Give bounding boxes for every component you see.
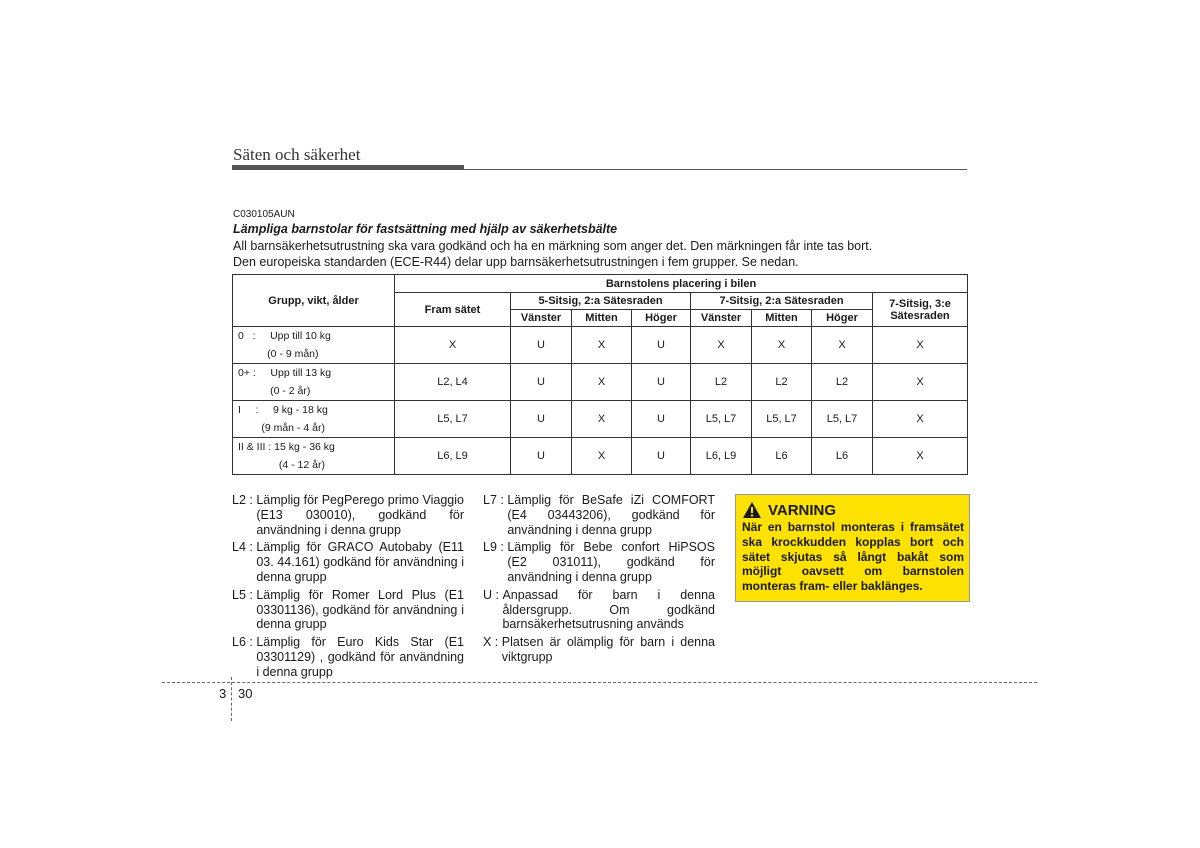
notes-left [232,493,464,683]
note-text: Lämplig för BeSafe iZi COMFORT (E4 03443206), godkänd för användning i denna grupp [507,493,715,537]
table-cell: X [395,327,511,364]
five-seat-header: 5-Sitsig, 2:a Sätesraden [511,293,691,310]
table-cell: X [873,401,968,438]
intro-line-1: All barnsäkerhetsutrustning ska vara godkänd och ha en märkning som anger det. Den märkningen får inte tas bort. [233,239,873,253]
note-key: L2 : [232,493,257,507]
table-cell: X [572,401,632,438]
group-line: I : 9 kg - 18 kg [238,404,328,416]
col-left: Vänster [511,310,572,327]
intro [233,238,973,270]
note-text: Lämplig för Romer Lord Plus (E1 03301136), godkänd för användning i denna grupp [256,587,464,632]
group-cell [233,401,395,438]
group-age: (9 mån - 4 år) [238,422,325,434]
chapter-number: 3 [219,686,227,701]
table-cell: X [572,438,632,475]
group-age: (0 - 9 mån) [238,348,319,360]
group-age: (0 - 2 år) [238,385,311,397]
group-cell [233,438,395,475]
table-cell: L6 [812,438,873,475]
seven-third-row-header: 7-Sitsig, 3:e Sätesraden [873,293,968,327]
note-item [232,588,464,632]
front-seat-header: Fram sätet [395,293,511,327]
note-key: L9 : [483,540,508,555]
table-cell: L2 [812,364,873,401]
note-item [483,540,715,584]
table-cell: X [873,364,968,401]
col-right: Höger [632,310,691,327]
placement-header: Barnstolens placering i bilen [395,275,968,293]
warning-box [735,494,970,602]
note-key: L6 : [232,635,257,650]
group-header: Grupp, vikt, ålder [233,275,395,327]
table-cell: U [511,438,572,475]
col-middle: Mitten [572,310,632,327]
note-text: Lämplig för Bebe confort HiPSOS (E2 031011), godkänd för användning i denna grupp [507,540,715,584]
table-row [233,438,968,475]
col-right: Höger [812,310,873,327]
table-row [233,327,968,364]
header-rule-thin [464,169,967,170]
doc-code: C030105AUN [233,209,295,220]
table-cell: L5, L7 [691,401,752,438]
note-key: U : [483,587,503,602]
table-cell: X [812,327,873,364]
page-number: 30 [238,686,253,701]
note-item [483,493,715,537]
header-rule-thick [232,165,464,170]
note-text: Lämplig för PegPerego primo Viaggio (E13 030010), godkänd för användning i denna grupp [256,493,464,537]
table-cell: U [511,401,572,438]
group-cell [233,327,395,364]
note-key: L5 : [232,587,257,602]
note-key: L4 : [232,540,257,555]
table-cell: L2, L4 [395,364,511,401]
table-cell: L2 [752,364,812,401]
group-line: 0+ : Upp till 13 kg [238,367,332,379]
seven-seat-header: 7-Sitsig, 2:a Sätesraden [691,293,873,310]
table-cell: U [511,327,572,364]
note-text: Platsen är olämplig för barn i denna viktgrupp [501,635,715,664]
table-cell: U [632,401,691,438]
note-item [232,493,464,537]
table-cell: X [691,327,752,364]
note-item [483,588,715,632]
table-cell: L6, L9 [395,438,511,475]
warning-header [742,501,964,519]
note-item [232,635,464,679]
subheading: Lämpliga barnstolar för fastsättning med hjälp av säkerhetsbälte [233,222,618,236]
table-cell: X [572,327,632,364]
table-cell: L5, L7 [752,401,812,438]
group-line: II & III : 15 kg - 36 kg [238,441,335,453]
intro-line-2: Den europeiska standarden (ECE-R44) delar upp barnsäkerhetsutrustningen i fem grupper. Se nedan. [233,255,799,269]
warning-title: VARNING [768,501,837,519]
table-cell: X [572,364,632,401]
child-seat-table [232,274,968,475]
note-item [483,635,715,665]
group-age: (4 - 12 år) [238,459,325,471]
notes-right [483,493,715,668]
table-cell: L6, L9 [691,438,752,475]
warning-triangle-icon [742,501,762,519]
table-row [233,364,968,401]
table-cell: U [632,327,691,364]
table-cell: U [632,364,691,401]
table-cell: L5, L7 [812,401,873,438]
note-key: L7 : [483,493,508,507]
table-cell: X [873,438,968,475]
footer-divider [162,682,1037,683]
footer-vertical-divider [231,677,232,721]
table-cell: L5, L7 [395,401,511,438]
table-cell: U [511,364,572,401]
table-cell: L6 [752,438,812,475]
group-cell [233,364,395,401]
table-row [233,401,968,438]
note-text: Lämplig för GRACO Autobaby (E11 03. 44.161) godkänd för användning i denna grupp [256,540,464,584]
group-line: 0 : Upp till 10 kg [238,330,331,342]
table-cell: U [632,438,691,475]
table-cell: L2 [691,364,752,401]
note-key: X : [483,635,502,650]
warning-text: När en barnstol monteras i framsätet ska krockkudden kopplas bort och sätet skjutas så långt bakåt som möjligt oavsett om barnstolen monteras fram- eller baklänges. [742,520,964,594]
col-middle: Mitten [752,310,812,327]
note-item [232,540,464,584]
section-title: Säten och säkerhet [233,145,361,164]
note-text: Lämplig för Euro Kids Star (E1 03301129) , godkänd för användning i denna grupp [256,635,464,679]
table-cell: X [873,327,968,364]
table-cell: X [752,327,812,364]
col-left: Vänster [691,310,752,327]
note-text: Anpassad för barn i denna åldersgrupp. Om godkänd barnsäkerhetsutrusning används [502,587,715,632]
